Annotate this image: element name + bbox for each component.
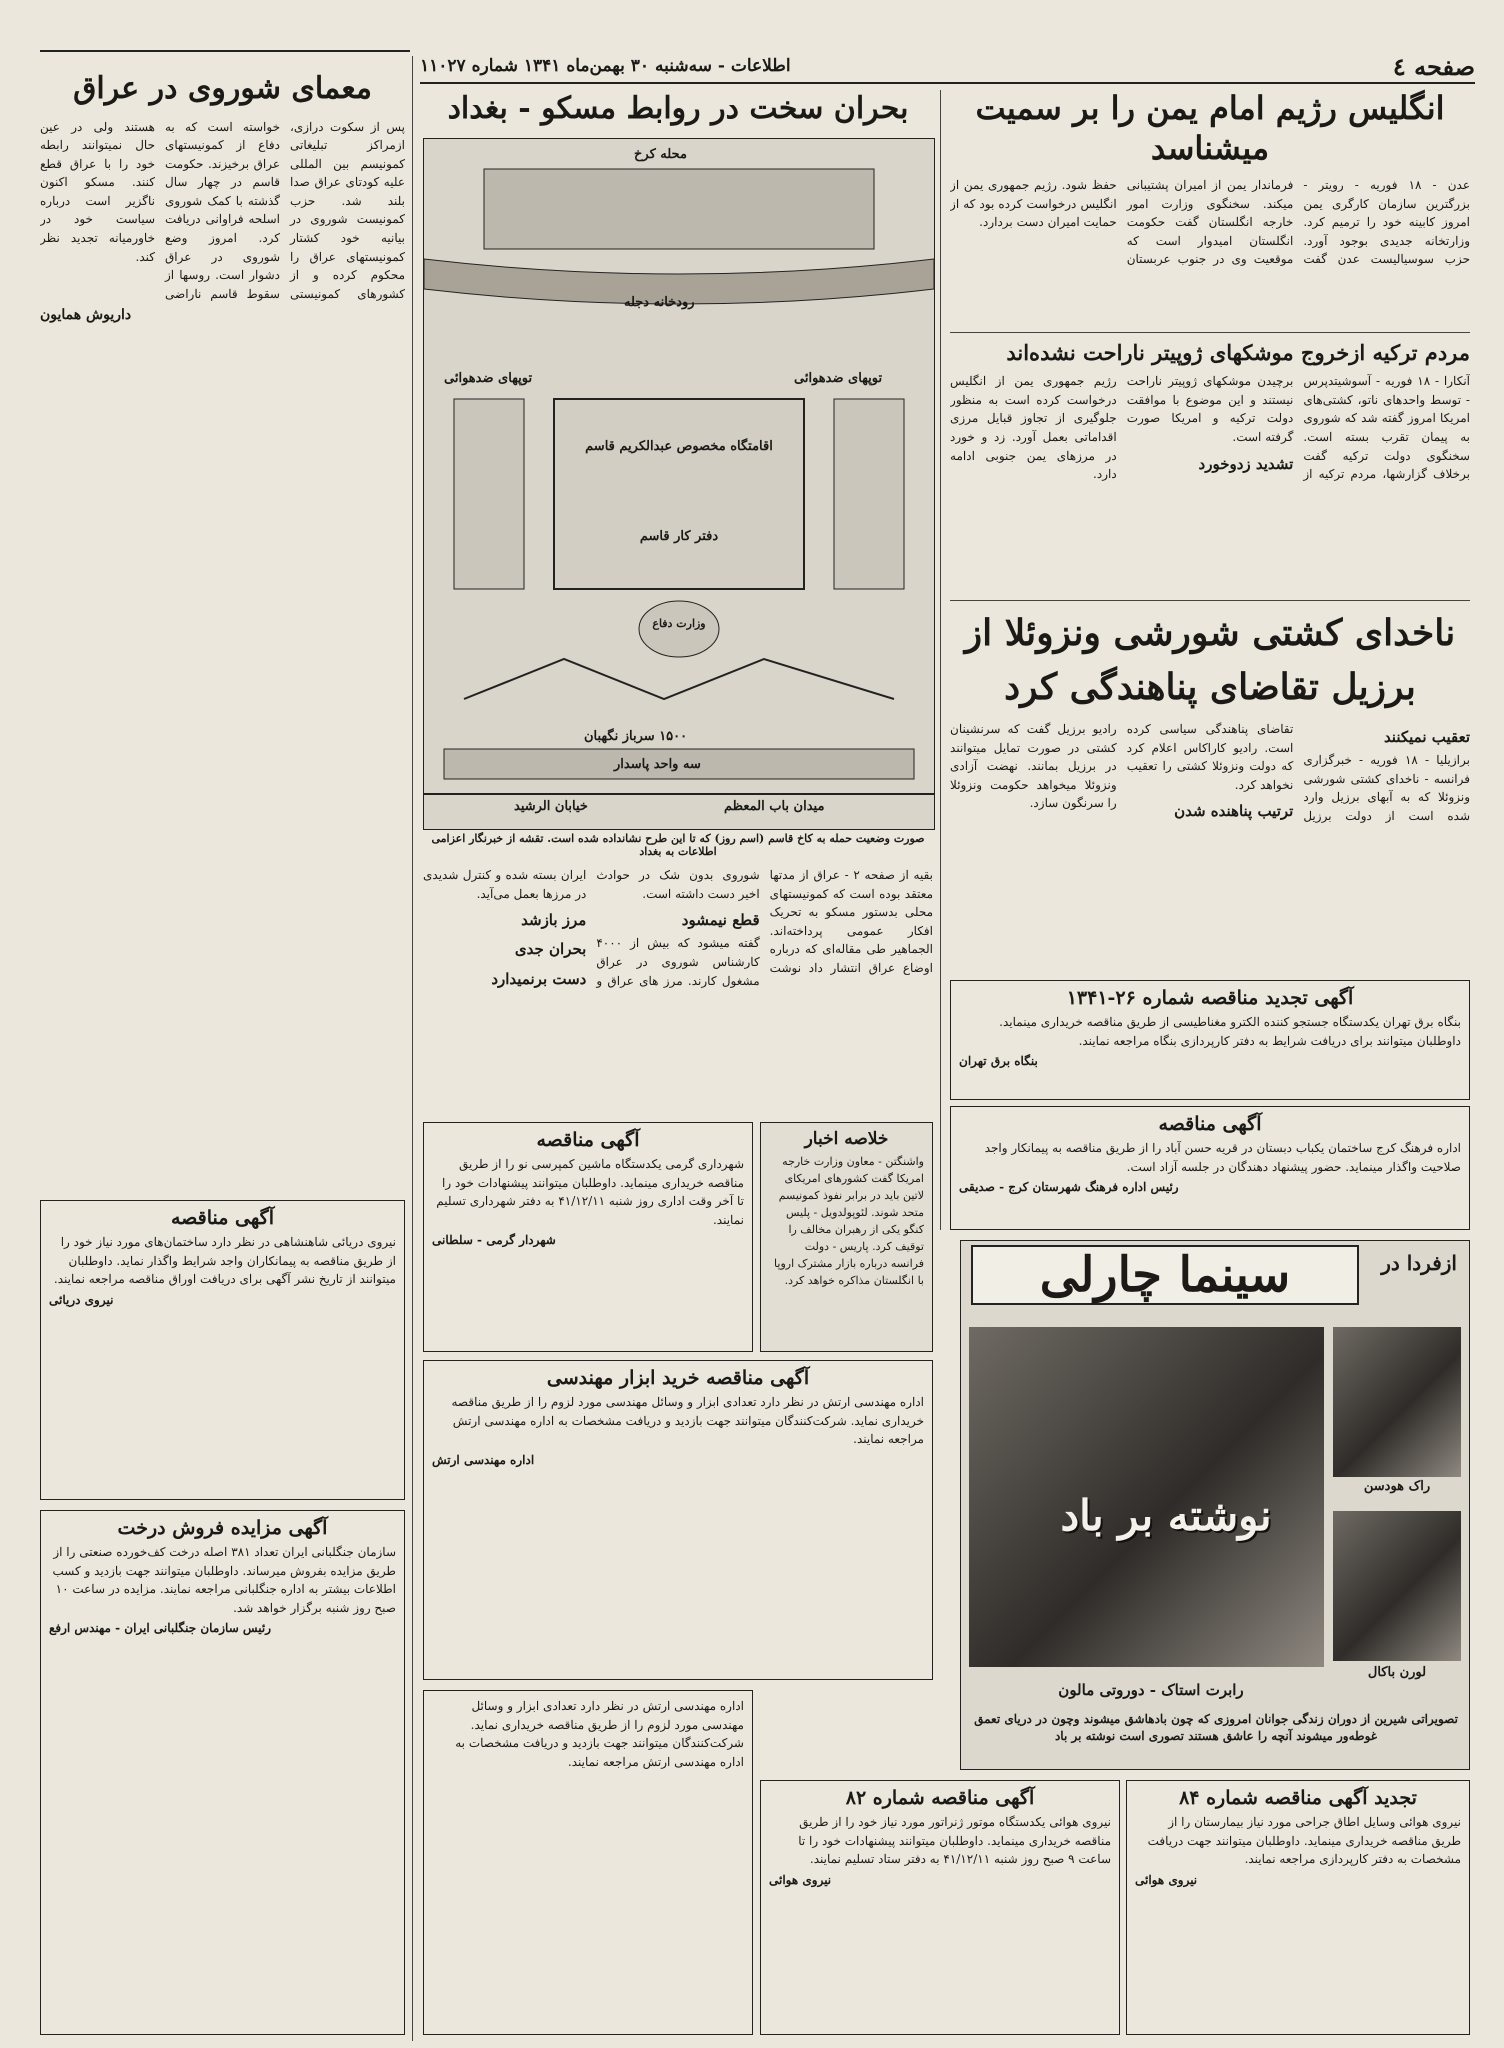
- ad-electric-sign: بنگاه برق تهران: [959, 1054, 1038, 1069]
- cast-others: رابرت استاک - دوروتی مالون: [1058, 1681, 1244, 1699]
- diagram-caption: صورت وضعیت حمله به کاخ قاسم (اسم روز) که تا این طرح نشانداده شده است. تقشه از خبرنگار اعزامی اطلاعات به بغداد: [431, 832, 925, 858]
- ad-karaj-sign: رئیس اداره فرهنگ شهرستان کرج - صدیقی: [959, 1180, 1179, 1195]
- ad-navy-tender: [40, 1200, 405, 1500]
- diagram-label-aa-guns-right: توپهای ضدهوائی: [794, 371, 883, 386]
- diagram-label-ministry: وزارت دفاع: [652, 617, 706, 630]
- diagram-label-soldiers: ۱۵۰۰ سرباز نگهبان: [584, 729, 688, 744]
- subhead-serious-crisis: بحران جدی: [514, 940, 587, 959]
- headline-yemen: انگلیس رژیم امام یمن را بر سمیت میشناسد: [975, 89, 1445, 167]
- rule-r2: [950, 600, 1470, 601]
- headline-moscow-baghdad: بحران سخت در روابط مسکو - بغداد: [447, 91, 909, 126]
- subhead-no-cut: قطع نیمشود: [681, 911, 760, 930]
- article-venezuela: [950, 606, 1470, 976]
- ad-tree-sign: رئیس سازمان جنگلبانی ایران - مهندس ارفع: [49, 1621, 271, 1636]
- diagram-label-guards: سه واحد پاسدار: [614, 757, 701, 772]
- palace-diagram: [423, 138, 935, 830]
- ad-engineering-title: آگهی مناقصه خرید ابزار مهندسی: [546, 1367, 810, 1389]
- article-turkey: [950, 340, 1470, 598]
- body-venezuela: برازیلیا - ۱۸ فوریه - خبرگزاری فرانسه - ناخدای کشتی شورشی ونزوئلا که به آبهای برزیل وارد شده است از دولت برزیل تقاضای پناهندگی سیاسی کرده است. رادیو کاراکاس اعلام کرد که دولت ونزوئلا کشتی را تعقیب نخواهد کرد.: [1126, 722, 1470, 824]
- diagram-graphic: [424, 139, 934, 829]
- ad-engineering-body: اداره مهندسی ارتش در نظر دارد تعدادی ابزار و وسائل مهندسی مورد لزوم را از طریق مناقصه خریداری نماید. شرکت‌کنندگان میتوانند جهت بازدید و دریافت مشخصات به اداره مهندسی ارتش مراجعه نمایند.: [451, 1395, 924, 1447]
- headline-turkey: مردم ترکیه ازخروج موشکهای ژوپیتر ناراحت نشده‌اند: [1006, 340, 1470, 365]
- body-clashes: رژیم جمهوری یمن از انگلیس درخواست کرده است به منظور جلوگیری از تجاوز قبایل مرزی اقداماتی بعمل آورد. زد و خورد در مرزهای یمن جنوبی ادامه دارد.: [950, 374, 1117, 482]
- left-top-rule: [40, 50, 410, 52]
- ad-electric-title: آگهی تجدید مناقصه شماره ۲۶-۱۳۴۱: [1066, 987, 1354, 1009]
- portrait-lauren-bacall: [1333, 1511, 1461, 1661]
- news-digest: [760, 1122, 933, 1352]
- diagram-label-karkh: محله کرخ: [634, 147, 687, 162]
- masthead: [420, 50, 1475, 84]
- ad-tehran-electric: [950, 980, 1470, 1100]
- ad-tree-title: آگهی مزایده فروش درخت: [117, 1517, 328, 1539]
- ad-engineering-sign: اداره مهندسی ارتش: [432, 1452, 535, 1467]
- news-digest-title: خلاصه اخبار: [804, 1129, 889, 1149]
- ad-navy-title: آگهی مناقصه: [171, 1207, 274, 1229]
- ad-garmi-title: آگهی مناقصه: [536, 1129, 640, 1151]
- ad-engineering-continued: [423, 1690, 753, 2035]
- ad-karaj-body: اداره فرهنگ کرج ساختمان یکباب دبستان در قریه حسن آباد را از طریق مناقصه به پیمانکار واجد صلاحیت واگذار مینماید. حضور پیشنهاد دهندگان در جلسه آزاد است.: [984, 1141, 1461, 1174]
- diagram-label-river: رودخانه دجله: [624, 295, 695, 310]
- ad-garmi-sign: شهردار گرمی - سلطانی: [432, 1233, 556, 1248]
- cinema-from: ازفردا در: [1381, 1251, 1457, 1275]
- cinema-name: سینما چارلی: [971, 1245, 1359, 1305]
- headline-soviet-iraq: معمای شوروی در عراق: [73, 71, 372, 106]
- body-yemen: عدن - ۱۸ فوریه - رویتر - بزرگترین سازمان کارگری یمن امروز کابینه خود را ترمیم کرد. وزارتخانه جدیدی بوجود آورد. حزب سوسیالیست عدن گفت فرماندار یمن از امیران پشتیبانی میکند. سخنگوی وزارت امور خارجه انگلستان گفت حکومت انگلستان امیدوار است که موقعیت وی در جنوب عربستان حفظ شود. رژیم جمهوری یمن از انگلیس درخواست کرده بود که از حمایت امیران دست بردارد.: [950, 178, 1470, 267]
- divider-left: [412, 56, 413, 2041]
- diagram-label-residence: اقامتگاه مخصوص عبدالکریم قاسم: [585, 439, 773, 454]
- ad-82-body: نیروی هوائی یکدستگاه موتور ژنراتور مورد نیاز خود را از طریق مناقصه خریداری مینماید. داوطلبان میتوانند پیشنهادات خود را تا ساعت ۹ صبح روز شنبه ۴۱/۱۲/۱۱ به دفتر ستاد تسلیم نمایند.: [798, 1815, 1111, 1867]
- author-soviet-iraq: داریوش همایون: [40, 307, 132, 324]
- ad-engineering-body-2: اداره مهندسی ارتش در نظر دارد تعدادی ابزار و وسائل مهندسی مورد لزوم را از طریق مناقصه خریداری نماید. شرکت‌کنندگان میتوانند جهت بازدید و دریافت مشخصات به اداره مهندسی ارتش مراجعه نمایند.: [455, 1699, 744, 1769]
- ad-electric-body: بنگاه برق تهران یکدستگاه جستجو کننده الکترو مغناطیسی از طریق مناقصه خریداری مینماید. داوطلبان میتوانند برای دریافت شرایط به دفتر کارپردازی بنگاه مراجعه نمایند.: [999, 1015, 1461, 1048]
- diagram-label-aa-guns-left: توپهای ضدهوائی: [444, 371, 533, 386]
- body-turkey: آنکارا - ۱۸ فوریه - آسوشیتدپرس - توسط واحدهای ناتو، کشتی‌های امریکا امروز گفته شد که شوروی به پیمان تقرب بسته است. سخنگوی دولت ترکیه گفت برخلاف گزارشها، مردم ترکیه از برچیدن موشکهای ژوپیتر ناراحت نیستند و این موضوع با موافقت دولت ترکیه و امریکا صورت گرفته است.: [1126, 374, 1470, 482]
- ad-84-body: نیروی هوائی وسایل اطاق جراحی مورد نیاز بیمارستان را از طریق مناقصه خریداری مینماید. داوطلبان میتوانند جهت دریافت مشخصات به دفتر کارپردازی مراجعه نمایند.: [1147, 1815, 1461, 1867]
- ad-engineering-tools: [423, 1360, 933, 1680]
- ad-garmi-body: شهرداری گرمی یکدستگاه ماشین کمپرسی نو را از طریق مناقصه خریداری مینماید. داوطلبان میتوانند پیشنهادات خود را تا آخر وقت اداری روز شنبه ۴۱/۱۲/۱۱ به دفتر شهرداری تسلیم نمایند.: [436, 1157, 744, 1227]
- divider-right: [940, 90, 941, 1230]
- diagram-label-rashid-st: خیابان الرشید: [514, 799, 588, 814]
- rule-r1: [950, 332, 1470, 333]
- subhead-no-pursuit: تعقیب نمیکنند: [1383, 728, 1470, 746]
- diagram-label-office: دفتر کار قاسم: [639, 529, 719, 544]
- portrait-rock-hudson: [1333, 1327, 1461, 1477]
- subhead-not-giving-up: دست برنمیدارد: [491, 969, 587, 988]
- subhead-border-open: مرز بازشد: [521, 911, 587, 930]
- ad-82-sign: نیروی هوائی: [769, 1872, 832, 1887]
- cast-lauren-bacall: لورن باکال: [1367, 1665, 1427, 1680]
- diagram-label-gate-square: میدان باب المعظم: [724, 799, 825, 814]
- ad-navy-sign: نیروی دریائی: [49, 1292, 114, 1307]
- ad-84-title: تجدید آگهی مناقصه شماره ۸۴: [1179, 1787, 1417, 1809]
- ad-84-sign: نیروی هوائی: [1135, 1872, 1198, 1887]
- ad-karaj-title: آگهی مناقصه: [1158, 1113, 1262, 1135]
- ad-tree-body: سازمان جنگلبانی ایران تعداد ۳۸۱ اصله درخت کف‌خورده صنعتی را از طریق مزایده بفروش میرساند. داوطلبان میتوانند جهت بازدید و کسب اطلاعات بیشتر به اداره جنگلبانی مراجعه نمایند. مزایده در ساعت ۱۰ صبح روز شنبه برگزار خواهد شد.: [52, 1545, 396, 1615]
- page-number: صفحه ٤: [1392, 51, 1475, 81]
- center-body-1: بقیه از صفحه ۲ - عراق از مدتها معتقد بوده است که کمونیستهای محلی بدستور مسکو به تحریک افکار عمومی پرداخته‌اند. الجماهیر طی مقاله‌ای که درباره اوضاع عراق انتشار داد نوشت شوروی بدون شک در حوادث اخیر دست داشته است.: [596, 868, 933, 975]
- ad-tender-82: [760, 1780, 1120, 2035]
- article-moscow-baghdad: [423, 90, 933, 128]
- ad-karaj-school: [950, 1106, 1470, 1230]
- body-moscow-baghdad: [423, 866, 933, 1116]
- ad-navy-body: نیروی دریائی شاهنشاهی در نظر دارد ساختمان‌های مورد نیاز خود را از طریق مناقصه به پیمانکاران واجد شرایط واگذار نماید. داوطلبان میتوانند از تاریخ نشر آگهی برای دریافت اوراق مناقصه مراجعه نمایند.: [53, 1235, 396, 1287]
- film-title: نوشته بر باد: [1060, 1491, 1272, 1540]
- article-soviet-iraq: [40, 70, 405, 1190]
- cinema-ad: [960, 1240, 1470, 1770]
- ad-82-title: آگهی مناقصه شماره ۸۲: [845, 1787, 1035, 1809]
- body-soviet-iraq: پس از سکوت درازی، ازمراکز تبلیغاتی کمونیسم بین المللی علیه کودتای عراق صدا بلند شد. حزب کمونیست شوروی در بیانیه خود کشتار کمونیستهای عراق را محکوم کرده و از کشورهای کمونیستی خواسته است که به دفاع از کمونیستهای عراق برخیزند. حکومت قاسم در چهار سال گذشته با کمک شوروی اسلحه فراوانی دریافت کرد. امروز وضع شوروی در عراق دشوار است. روسها از سقوط قاسم ناراضی هستند ولی در عین حال نمیتوانند رابطه خود را با عراق قطع کنند. مسکو اکنون ناگزیر است درباره سیاست خود در خاورمیانه تجدید نظر کند.: [40, 119, 405, 301]
- subhead-clashes: تشدید زدوخورد: [1198, 454, 1294, 473]
- cast-rock-hudson: راک هودسن: [1363, 1479, 1431, 1494]
- dateline: اطلاعات - سه‌شنبه ۳۰ بهمن‌ماه ۱۳۴۱ شماره ۱۱۰۲۷: [420, 56, 791, 76]
- ad-tender-84: [1126, 1780, 1470, 2035]
- headline-venezuela: ناخدای کشتی شورشی ونزوئلا از برزیل تقاضای پناهندگی کرد: [964, 612, 1456, 708]
- film-tagline: تصویراتی شیرین از دوران زندگی جوانان امروزی که چون بادهاشق میشوند وچون در دریای تعمق غوطه‌ور میشوند آنچه را عاشق هستند تصوری است نوشته بر باد: [974, 1712, 1458, 1743]
- ad-tree-auction: [40, 1510, 405, 2035]
- subhead-asylum: ترتیب پناهنده شدن: [1174, 802, 1294, 821]
- ad-garmi-tender: [423, 1122, 753, 1352]
- body-asylum: رادیو برزیل گفت که سرنشینان کشتی در صورت تمایل میتوانند در برزیل بمانند. نهضت آزادی ونزوئلا میخواهد حکومت ونزوئلا را سرنگون سازد.: [950, 722, 1117, 811]
- news-digest-body: واشنگتن - معاون وزارت خارجه امریکا گفت کشورهای امریکای لاتین باید در برابر نفوذ کمونیسم متحد شوند. لئوپولدویل - پلیس کنگو یکی از رهبران مخالف را توقیف کرد. پاریس - دولت فرانسه درباره بازار مشترک اروپا با انگلستان مذاکره خواهد کرد.: [774, 1155, 924, 1288]
- center-body-2: گفته میشود که بیش از ۴۰۰۰ کارشناس شوروی در عراق مشغول کارند. مرز های عراق و ایران بسته شده و کنترل شدیدی در مرزها بعمل می‌آید.: [423, 868, 760, 988]
- article-yemen: [950, 88, 1470, 330]
